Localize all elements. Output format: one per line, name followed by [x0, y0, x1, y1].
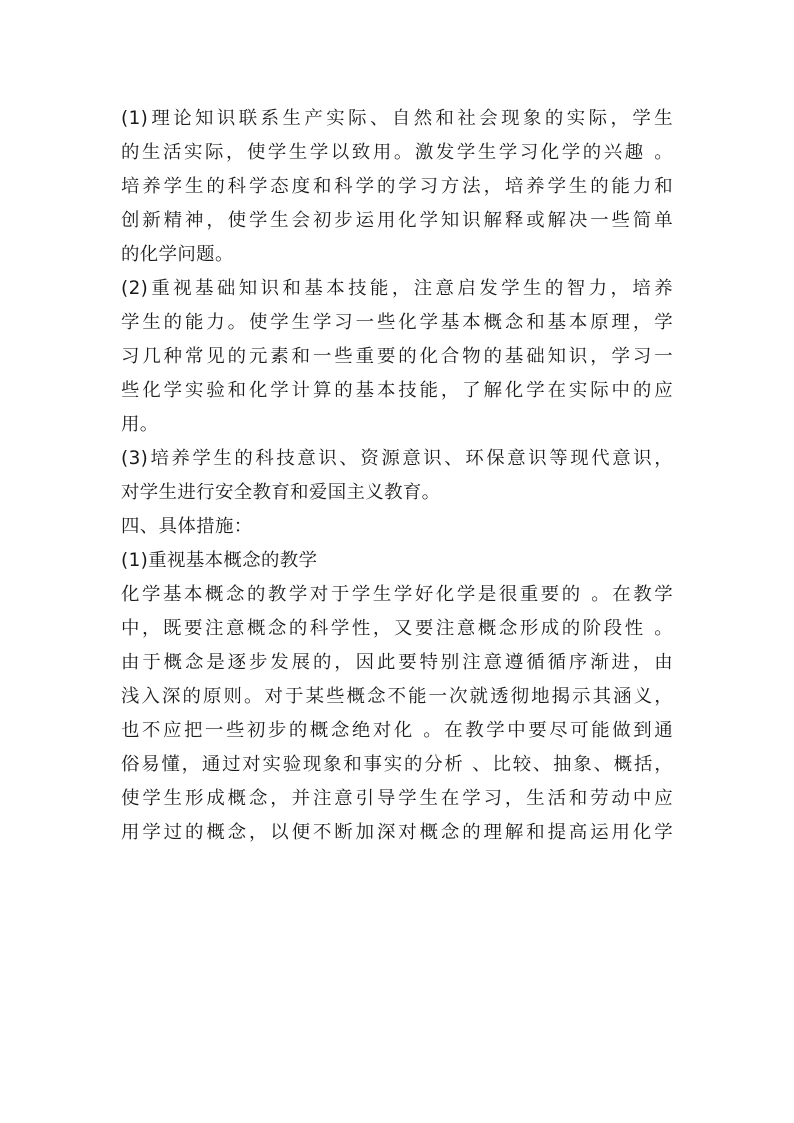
text-line: 俗易懂，通过对实验现象和事实的分析 、比较、抽象、概括， [121, 754, 673, 775]
text-line: (1)理论知识联系生产实际、自然和社会现象的实际，学生 [121, 108, 673, 129]
text-line: 用。 [121, 414, 159, 435]
text-line: 化学基本概念的教学对于学生学好化学是很重要的 。在教学 [121, 584, 673, 605]
text-line: 学生的能力。使学生学习一些化学基本概念和基本原理，学 [121, 312, 673, 333]
text-line: 也不应把一些初步的概念绝对化 。在教学中要尽可能做到通 [121, 720, 673, 741]
section-heading: 四、具体措施： [121, 516, 253, 537]
text-line: 创新精神，使学生会初步运用化学知识解释或解决一些简单 [121, 210, 673, 231]
text-line: 中，既要注意概念的科学性，又要注意概念形成的阶段性 。 [121, 618, 673, 639]
document-body [121, 102, 673, 850]
text-line: 些化学实验和化学计算的基本技能，了解化学在实际中的应 [121, 380, 673, 401]
text-line: 的生活实际，使学生学以致用。激发学生学习化学的兴趣 。 [121, 142, 673, 163]
text-line: 习几种常见的元素和一些重要的化合物的基础知识，学习一 [121, 346, 673, 367]
text-line: 用学过的概念，以便不断加深对概念的理解和提高运用化学 [121, 822, 673, 843]
text-line: 使学生形成概念，并注意引导学生在学习，生活和劳动中应 [121, 788, 673, 809]
text-line: 浅入深的原则。对于某些概念不能一次就透彻地揭示其涵义， [121, 686, 673, 707]
subsection-heading: (1)重视基本概念的教学 [121, 550, 318, 571]
text-line: 培养学生的科学态度和科学的学习方法，培养学生的能力和 [121, 176, 673, 197]
text-line: 的化学问题。 [121, 244, 234, 265]
text-line: (3)培养学生的科技意识、资源意识、环保意识等现代意识， [121, 448, 673, 469]
text-line: 由于概念是逐步发展的，因此要特别注意遵循循序渐进，由 [121, 652, 673, 673]
text-line: (2)重视基础知识和基本技能，注意启发学生的智力，培养 [121, 278, 673, 299]
text-line: 对学生进行安全教育和爱国主义教育。 [121, 482, 441, 503]
